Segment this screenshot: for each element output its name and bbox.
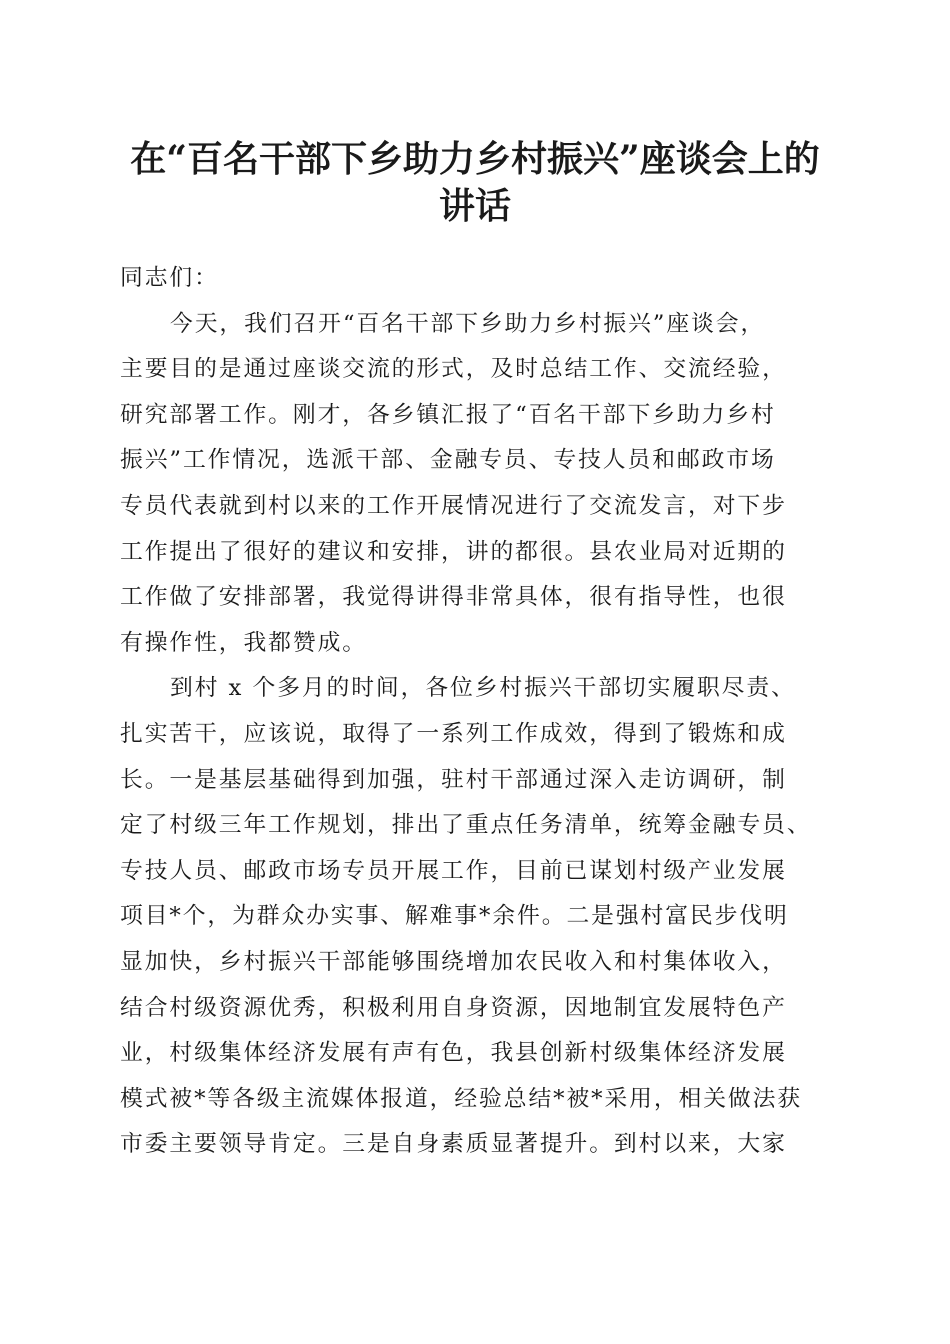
paragraph-1: [120, 302, 825, 667]
document-title: [95, 136, 855, 230]
paragraph-line: 主要目的是通过座谈交流的形式，及时总结工作、交流经验，: [120, 356, 787, 383]
paragraph-line: 专员代表就到村以来的工作开展情况进行了交流发言，对下步: [120, 492, 787, 519]
paragraph-2: [120, 666, 825, 1168]
document-body: [120, 256, 825, 1168]
paragraph-line: 长。一是基层基础得到加强，驻村干部通过深入走访调研，制: [120, 766, 787, 793]
paragraph-line: 专技人员、邮政市场专员开展工作，目前已谋划村级产业发展: [120, 857, 787, 884]
paragraph-line: 项目*个，为群众办实事、解难事*余件。二是强村富民步伐明: [120, 903, 789, 930]
paragraph-line: 显加快，乡村振兴干部能够围绕增加农民收入和村集体收入，: [120, 948, 787, 975]
paragraph-line: 扎实苦干，应该说，取得了一系列工作成效，得到了锻炼和成: [120, 720, 787, 747]
paragraph-line: 模式被*等各级主流媒体报道，经验总结*被*采用，相关做法获: [120, 1085, 803, 1112]
paragraph-line: 业，村级集体经济发展有声有色，我县创新村级集体经济发展: [120, 1040, 787, 1067]
paragraph-line: 到村 x 个多月的时间，各位乡村振兴干部切实履职尽责、: [170, 675, 796, 702]
paragraph-line: 工作提出了很好的建议和安排，讲的都很。县农业局对近期的: [120, 538, 787, 565]
salutation: 同志们：: [120, 265, 219, 291]
paragraph-line: 市委主要领导肯定。三是自身素质显著提升。到村以来，大家: [120, 1131, 787, 1158]
paragraph-line: 结合村级资源优秀，积极利用自身资源，因地制宜发展特色产: [120, 994, 787, 1021]
paragraph-line: 有操作性，我都赞成。: [120, 629, 367, 656]
paragraph-line: 工作做了安排部署，我觉得讲得非常具体，很有指导性，也很: [120, 584, 787, 611]
paragraph-line: 今天，我们召开“百名干部下乡助力乡村振兴”座谈会，: [170, 310, 766, 337]
paragraph-line: 振兴”工作情况，选派干部、金融专员、专技人员和邮政市场: [120, 447, 776, 474]
title-line: 讲话: [438, 185, 511, 227]
paragraph-line: 定了村级三年工作规划，排出了重点任务清单，统筹金融专员、: [120, 812, 812, 839]
title-line: 在“百名干部下乡助力乡村振兴”座谈会上的: [130, 138, 820, 180]
paragraph-line: 研究部署工作。刚才，各乡镇汇报了“百名干部下乡助力乡村: [120, 401, 776, 428]
